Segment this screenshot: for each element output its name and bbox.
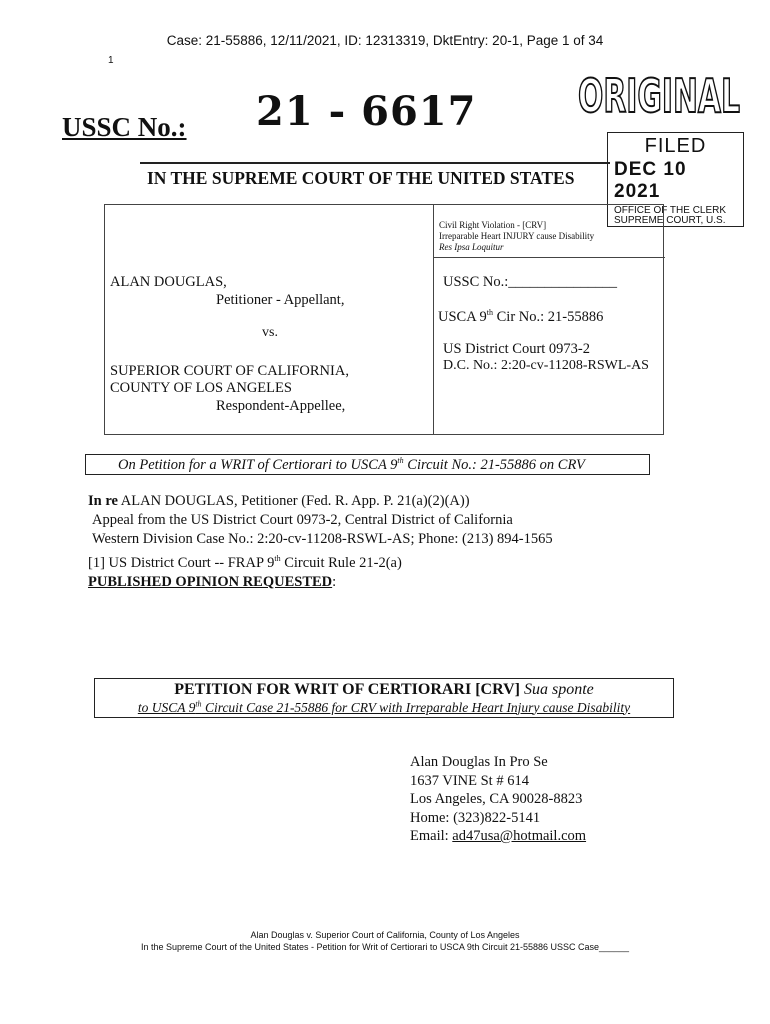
- contact-block: [410, 753, 586, 846]
- footer-line-1: Alan Douglas v. Superior Court of California, County of Los Angeles: [250, 930, 520, 940]
- petitioner-role: Petitioner - Appellant,: [216, 292, 345, 308]
- district-case-number: D.C. No.: 2:20-cv-11208-RSWL-AS: [443, 358, 649, 373]
- page-mark: 1: [108, 55, 114, 66]
- document-title-line2-sup: th: [195, 699, 202, 708]
- in-re-label: In re: [88, 493, 118, 509]
- petition-line-prefix: On Petition for a WRIT of Certiorari to USCA 9: [118, 456, 398, 473]
- in-re-line-1-text: ALAN DOUGLAS, Petitioner (Fed. R. App. P. 21(a)(2)(A)): [117, 493, 470, 509]
- petitioner-name: ALAN DOUGLAS,: [110, 274, 227, 290]
- document-title-line2: [94, 699, 674, 716]
- ussc-number-blank: USSC No.:_______________: [443, 274, 618, 290]
- in-re-line-5: [88, 573, 553, 592]
- in-re-line-4-suffix: Circuit Rule 21-2(a): [280, 554, 402, 571]
- filed-office-line1: OFFICE OF THE CLERK: [614, 205, 727, 216]
- contact-name: Alan Douglas In Pro Se: [410, 754, 548, 770]
- respondent-name-line2: COUNTY OF LOS ANGELES: [110, 380, 292, 396]
- in-re-block: [88, 492, 553, 592]
- in-re-line-4-prefix: [1] US District Court -- FRAP 9: [88, 554, 275, 571]
- contact-email[interactable]: ad47usa@hotmail.com: [452, 828, 587, 844]
- filed-office-line2: SUPREME COURT, U.S.: [614, 215, 726, 226]
- in-re-line-2: Appeal from the US District Court 0973-2, Central District of California: [92, 512, 513, 528]
- district-court: US District Court 0973-2: [443, 341, 591, 357]
- in-re-line-3: Western Division Case No.: 2:20-cv-11208-RSWL-AS; Phone: (213) 894-1565: [92, 531, 553, 547]
- claim-line-2: Irreparable Heart INJURY cause Disability: [439, 231, 595, 241]
- document-title-main: PETITION FOR WRIT OF CERTIORARI [CRV]: [174, 681, 520, 698]
- document-title-line2-suffix: Circuit Case 21-55886 for CRV with Irreparable Heart Injury cause Disability: [201, 699, 631, 715]
- contact-city: Los Angeles, CA 90028-8823: [410, 791, 583, 807]
- contact-phone: Home: (323)822-5141: [410, 809, 541, 826]
- published-opinion-requested: PUBLISHED OPINION REQUESTED: [88, 573, 333, 590]
- contact-street: 1637 VINE St # 614: [410, 772, 529, 789]
- original-stamp: [574, 60, 744, 122]
- document-title-line2-prefix: to USCA 9: [137, 699, 196, 715]
- case-header-line: Case: 21-55886, 12/11/2021, ID: 12313319, DktEntry: 20-1, Page 1 of 34: [166, 33, 604, 48]
- docket-label: USSC No.:: [62, 112, 187, 142]
- in-re-line-1: [88, 492, 553, 511]
- petition-line-sup: th: [397, 456, 404, 465]
- document-title-line2-text: [138, 700, 630, 715]
- respondent-name-line1: SUPERIOR COURT OF CALIFORNIA,: [110, 363, 349, 379]
- contact-email-label: Email:: [410, 828, 453, 844]
- filed-date: DEC 10 2021: [614, 159, 687, 202]
- document-title-line1: [94, 681, 674, 699]
- original-stamp-text: ORIGINAL: [578, 69, 740, 122]
- usca-suffix: Cir No.: 21-55886: [493, 308, 604, 325]
- contact-email-line: [410, 827, 586, 846]
- filed-title: FILED: [644, 135, 707, 157]
- court-title-rule: [140, 162, 610, 164]
- in-re-line-4: [88, 549, 553, 573]
- claim-line-1: Civil Right Violation - [CRV]: [439, 220, 547, 230]
- usca-prefix: USCA 9: [438, 308, 487, 325]
- petition-line-suffix: Circuit No.: 21-55886 on CRV: [403, 456, 585, 473]
- usca-number: [438, 308, 603, 326]
- claim-box: [433, 204, 665, 258]
- petition-line: [118, 456, 585, 474]
- claim-line-3: Res Ipsa Loquitur: [439, 242, 504, 252]
- footer-line-2: In the Supreme Court of the United States - Petition for Writ of Certiorari to USCA 9th Circuit 21-55886 USSC Case______: [140, 942, 630, 952]
- respondent-role: Respondent-Appellee,: [216, 398, 346, 414]
- court-title: IN THE SUPREME COURT OF THE UNITED STATES: [147, 168, 575, 188]
- document-title-sua-sponte: Sua sponte: [519, 681, 594, 698]
- docket-number: 21 - 6617: [256, 88, 477, 135]
- in-re-line-4-sup: th: [274, 554, 281, 563]
- versus: vs.: [262, 325, 278, 340]
- usca-sup: th: [486, 308, 493, 317]
- in-re-line-5-tail: :: [332, 573, 337, 590]
